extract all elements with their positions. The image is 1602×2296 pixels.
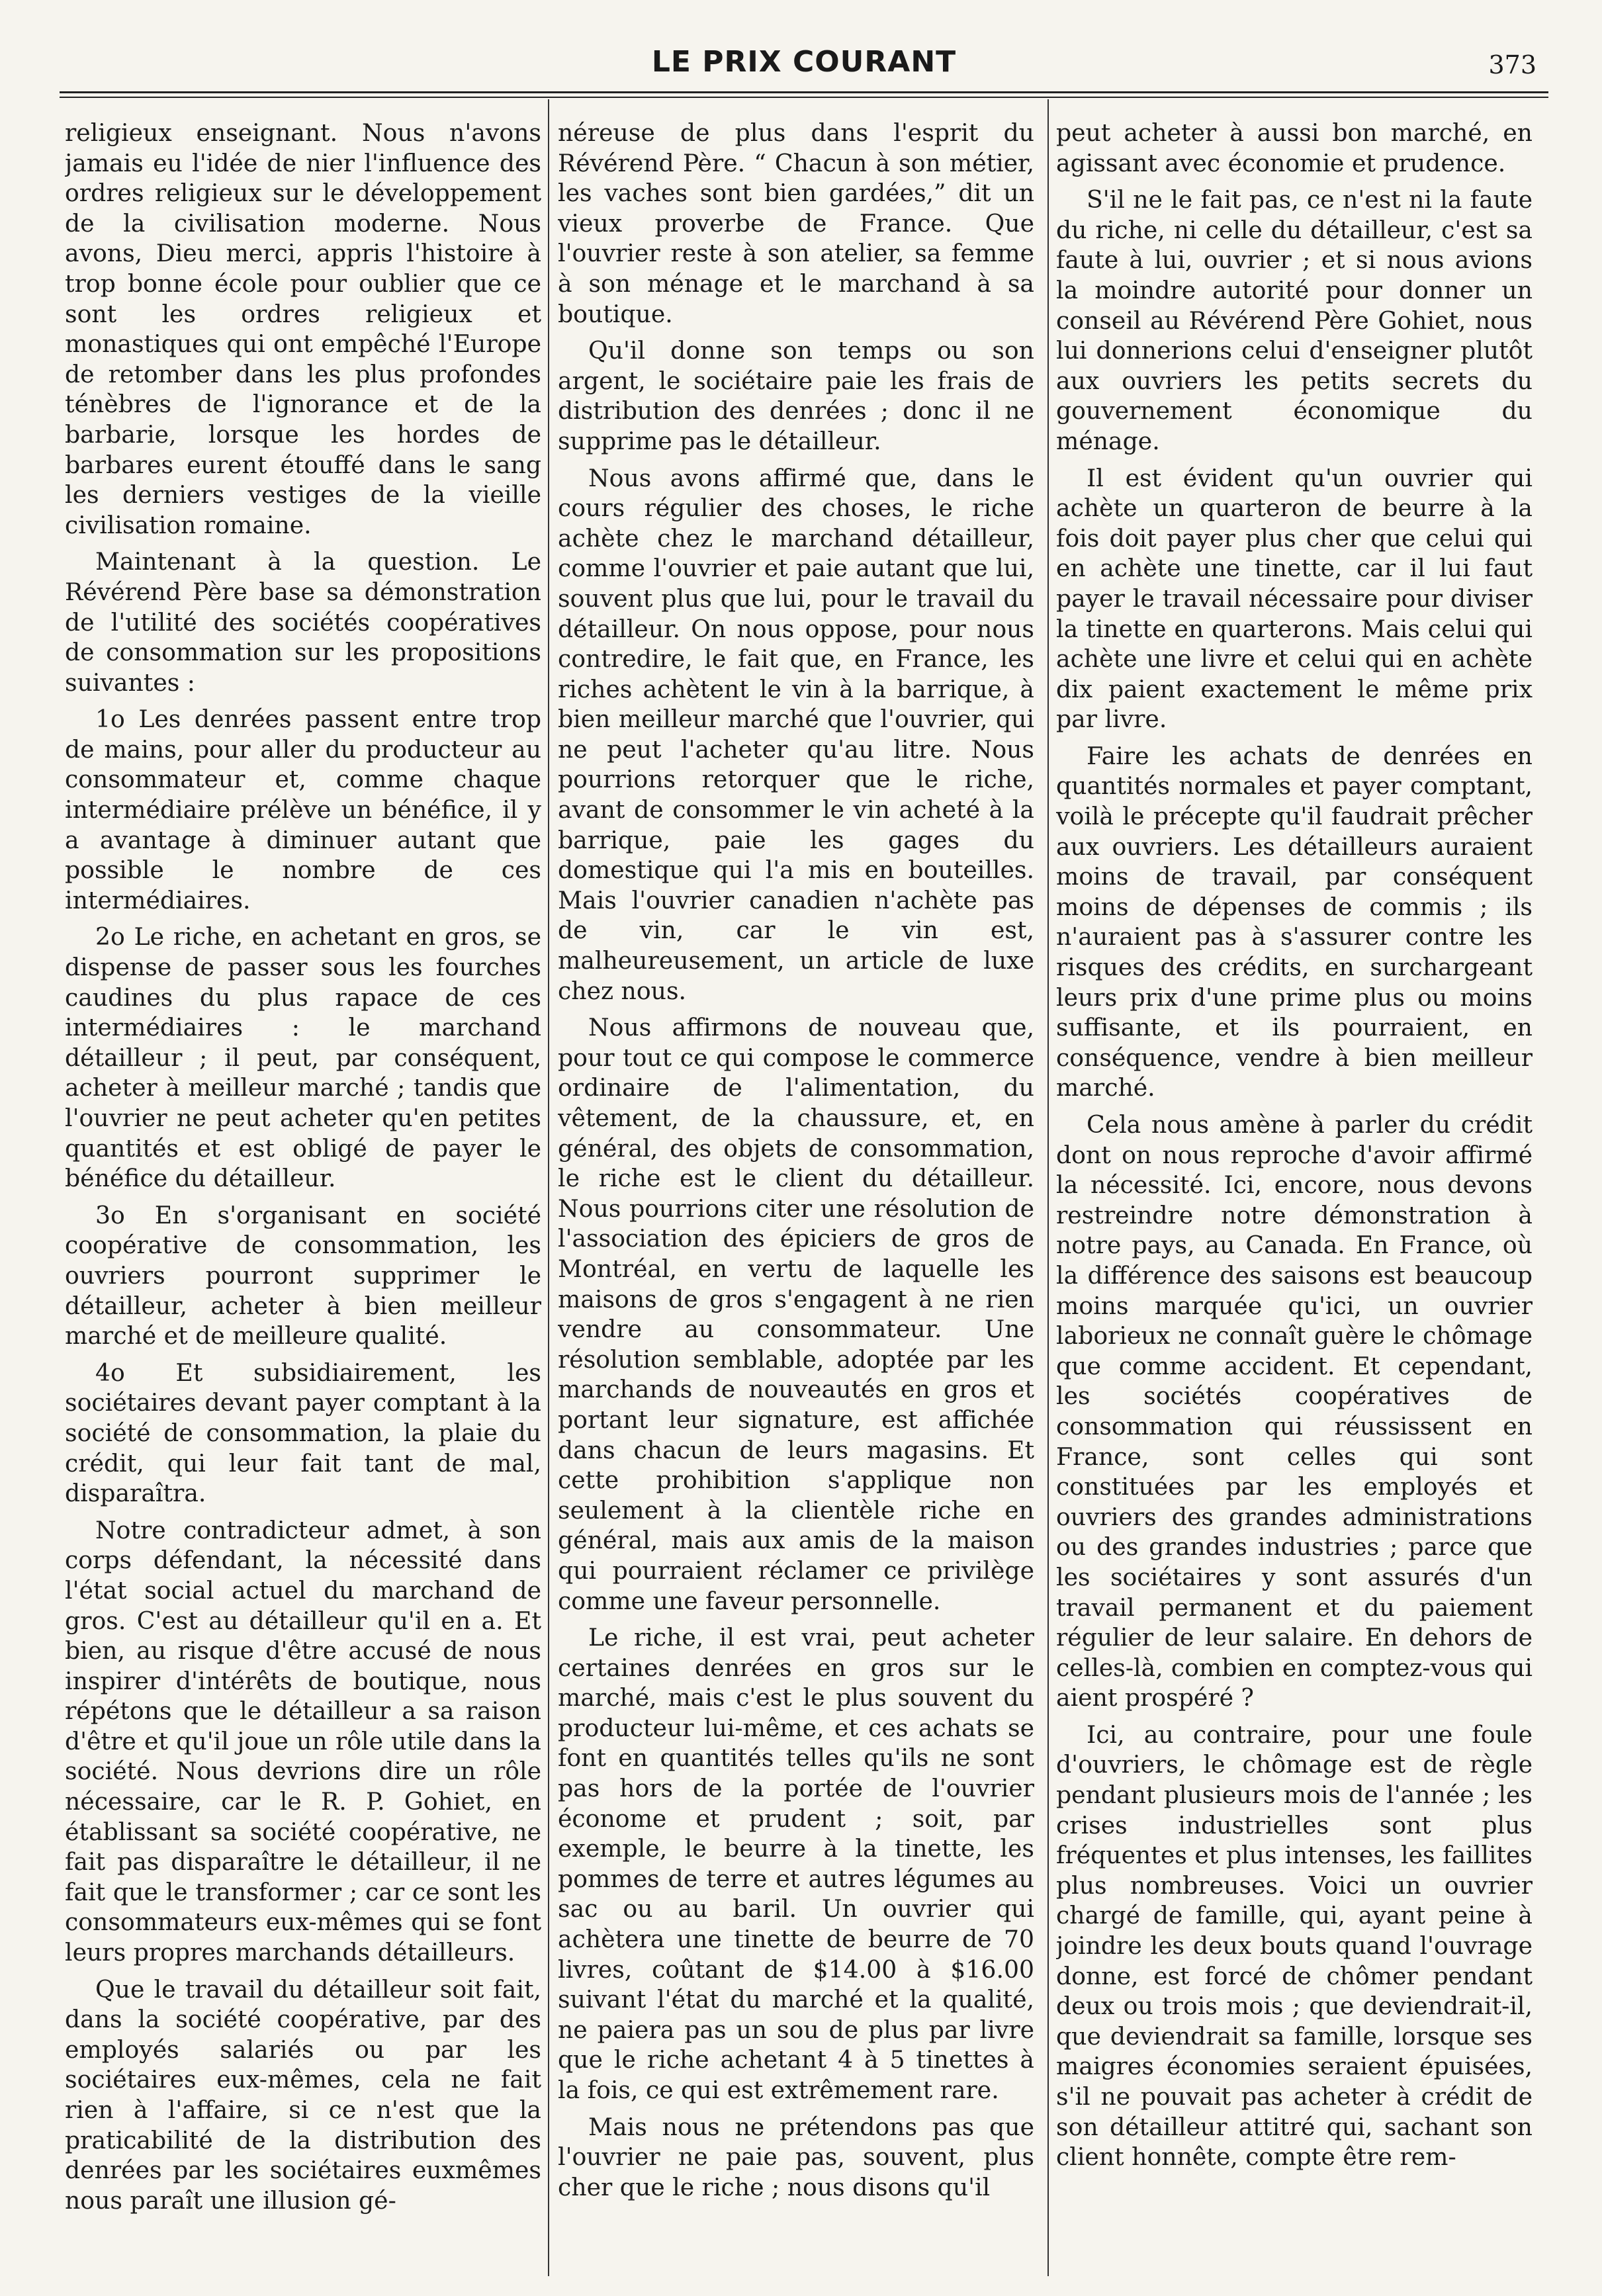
paragraph: Mais nous ne prétendons pas que l'ouvrier ne paie pas, souvent, plus cher que le riche ; nous disons qu'il [558, 2112, 1034, 2201]
column-divider-2 [1047, 99, 1049, 2276]
paragraph: Cela nous amène à parler du crédit dont on nous reproche d'avoir affirmé la nécessité. Ici, encore, nous devons restreindre notre démonstration à notre pays, au Canada. En France, où la différence des saisons est beaucoup moins marquée qu'ici, un ouvrier laborieux ne connaît guère le chômage que comme accident. Et cependant, les sociétés coopératives de consommation qui réussissent en France, sont celles qui sont constituées par les employés et ouvriers des grandes administrations ou des grandes industries ; parce que les sociétaires y sont assurés d'un travail permanent et du paiement régulier de leur salaire. En dehors de celles-là, combien en comptez-vous qui aient prospéré ? [1056, 1110, 1533, 1712]
paragraph: 3o En s'organisant en société coopérative de consommation, les ouvriers pourront supprimer le détailleur, acheter à bien meilleur marché et de meilleure qualité. [65, 1200, 541, 1350]
paragraph: Le riche, il est vrai, peut acheter certaines denrées en gros sur le marché, mais c'est le plus souvent du producteur lui-même, et ces achats se font en quantités telles qu'ils ne sont pas hors de la portée de l'ouvrier économe et prudent ; soit, par exemple, le beurre à la tinette, les pommes de terre et autres légumes au sac ou au baril. Un ouvrier qui achètera une tinette de beurre de 70 livres, coûtant de $14.00 à $16.00 suivant l'état du marché et la qualité, ne paiera pas un sou de plus par livre que le riche achetant 4 à 5 tinettes à la fois, ce qui est extrêmement rare. [558, 1623, 1034, 2104]
paragraph: Faire les achats de denrées en quantités normales et payer comptant, voilà le précepte qu'il faudrait prêcher aux ouvriers. Les détailleurs auraient moins de travail, par conséquent moins de dépenses de commis ; ils n'auraient pas à s'assurer contre les risques des crédits, en surchargeant leurs prix d'une prime plus ou moins suffisante, et ils pourraient, en conséquence, vendre à bien meilleur marché. [1056, 741, 1533, 1102]
paragraph: S'il ne le fait pas, ce n'est ni la faute du riche, ni celle du détailleur, c'est sa faute à lui, ouvrier ; et si nous avions la moindre autorité pour donner un conseil au Révérend Père Gohiet, nous lui donnerions celui d'enseigner plutôt aux ouvriers les petits secrets du gouvernement économique du ménage. [1056, 185, 1533, 455]
page-header [60, 41, 1548, 87]
paragraph: Que le travail du détailleur soit fait, dans la société coopérative, par des employés salariés ou par les sociétaires eux-mêmes, cela ne fait rien à l'affaire, si ce n'est que la praticabilité de la distribution des denrées par les sociétaires euxmêmes nous paraît une illusion gé- [65, 1974, 541, 2215]
paragraph: 1o Les denrées passent entre trop de mains, pour aller du producteur au consommateur et, comme chaque intermédiaire prélève un bénéfice, il y a avantage à diminuer autant que possible le nombre de ces intermédiaires. [65, 705, 541, 914]
page-number: 373 [1488, 50, 1536, 79]
column-2 [558, 118, 1034, 2275]
paragraph: peut acheter à aussi bon marché, en agissant avec économie et prudence. [1056, 118, 1533, 177]
paragraph: Maintenant à la question. Le Révérend Père base sa démonstration de l'utilité des sociétés coopératives de consommation sur les propositions suivantes : [65, 547, 541, 697]
paragraph: 4o Et subsidiairement, les sociétaires devant payer comptant à la société de consommation, la plaie du crédit, qui leur fait tant de mal, disparaîtra. [65, 1358, 541, 1508]
column-3 [1056, 118, 1533, 2275]
paragraph: 2o Le riche, en achetant en gros, se dispense de passer sous les fourches caudines du plus rapace de ces intermédiaires : le marchand détailleur ; il peut, par conséquent, acheter à meilleur marché ; tandis que l'ouvrier ne peut acheter qu'en petites quantités et est obligé de payer le bénéfice du détailleur. [65, 922, 541, 1193]
paragraph: Nous affirmons de nouveau que, pour tout ce qui compose le commerce ordinaire de l'alimentation, du vêtement, de la chaussure, et, en général, des objets de consommation, le riche est le client du détailleur. Nous pourrions citer une résolution de l'association des épiciers de gros de Montréal, en vertu de laquelle les maisons de gros s'engagent à ne rien vendre au consommateur. Une résolution semblable, adoptée par les marchands de nouveautés en gros et portant leur signature, est affichée dans chacun de leurs magasins. Et cette prohibition s'applique non seulement à la clientèle riche en général, mais aux amis de la maison qui pourraient réclamer ce privilège comme une faveur personnelle. [558, 1013, 1034, 1615]
paragraph: Qu'il donne son temps ou son argent, le sociétaire paie les frais de distribution des denrées ; donc il ne supprime pas le détailleur. [558, 336, 1034, 455]
paragraph: Ici, au contraire, pour une foule d'ouvriers, le chômage est de règle pendant plusieurs mois de l'année ; les crises industrielles sont plus fréquentes et plus intenses, les faillites plus nombreuses. Voici un ouvrier chargé de famille, qui, ayant peine à joindre les deux bouts quand l'ouvrage donne, est forcé de chômer pendant deux ou trois mois ; que deviendrait-il, que deviendrait sa famille, lorsque ses maigres économies seraient épuisées, s'il ne pouvait pas acheter à crédit de son détailleur attitré qui, sachant son client honnête, compte être rem- [1056, 1720, 1533, 2172]
header-rule-top [60, 91, 1548, 93]
paragraph: néreuse de plus dans l'esprit du Révérend Père. “ Chacun à son métier, les vaches sont bien gardées,” dit un vieux proverbe de France. Que l'ouvrier reste à son atelier, sa femme à son ménage et le marchand à sa boutique. [558, 118, 1034, 328]
column-1 [65, 118, 541, 2275]
paragraph: religieux enseignant. Nous n'avons jamais eu l'idée de nier l'influence des ordres religieux sur le développement de la civilisation moderne. Nous avons, Dieu merci, appris l'histoire à trop bonne école pour oublier que ce sont les ordres religieux et monastiques qui ont empêché l'Europe de retomber dans les plus profondes ténèbres de l'ignorance et de la barbarie, lorsque les hordes de barbares eurent étouffé dans le sang les derniers vestiges de la vieille civilisation romaine. [65, 118, 541, 539]
header-rule-bottom [60, 97, 1548, 98]
paragraph: Nous avons affirmé que, dans le cours régulier des choses, le riche achète chez le marchand détailleur, comme l'ouvrier et paie autant que lui, souvent plus que lui, pour le travail du détailleur. On nous oppose, pour nous contredire, le fait que, en France, les riches achètent le vin à la barrique, à bien meilleur marché que l'ouvrier, qui ne peut l'acheter qu'au litre. Nous pourrions retorquer que le riche, avant de consommer le vin acheté à la barrique, paie les gages du domestique qui l'a mis en bouteilles. Mais l'ouvrier canadien n'achète pas de vin, car le vin est, malheureusement, un article de luxe chez nous. [558, 463, 1034, 1005]
column-divider-1 [548, 99, 549, 2276]
publication-title: LE PRIX COURANT [651, 45, 957, 79]
paragraph: Il est évident qu'un ouvrier qui achète un quarteron de beurre à la fois doit payer plus cher que celui qui en achète une tinette, car il lui faut payer le travail nécessaire pour diviser la tinette en quarterons. Mais celui qui achète une livre et celui qui en achète dix paient exactement le même prix par livre. [1056, 463, 1533, 734]
paragraph: Notre contradicteur admet, à son corps défendant, la nécessité dans l'état social actuel du marchand de gros. C'est au détailleur qu'il en a. Et bien, au risque d'être accusé de nous inspirer d'intérêts de boutique, nous répétons que le détailleur a sa raison d'être et qu'il joue un rôle utile dans la société. Nous devrions dire un rôle nécessaire, car le R. P. Gohiet, en établissant sa société coopérative, ne fait pas disparaître le détailleur, il ne fait que le transformer ; car ce sont les consommateurs eux-mêmes qui se font leurs propres marchands détailleurs. [65, 1515, 541, 1967]
